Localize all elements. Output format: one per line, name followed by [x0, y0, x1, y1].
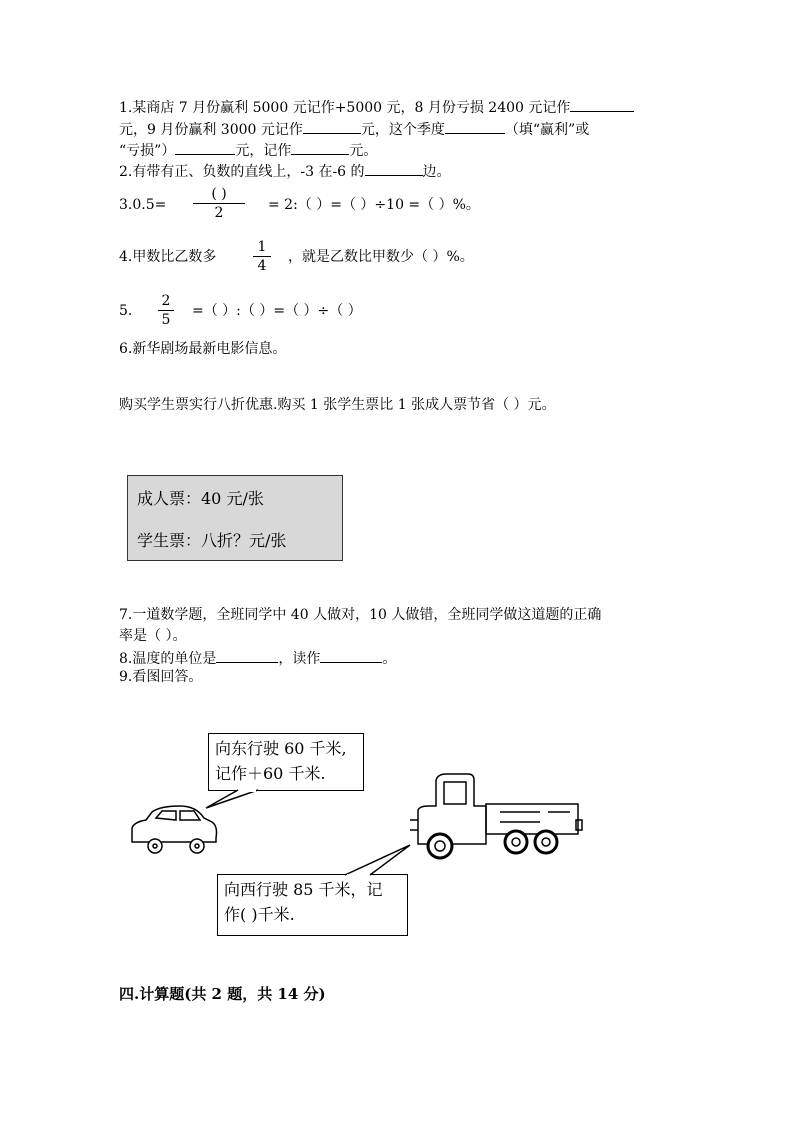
q3-frac-den: 2 — [214, 205, 224, 221]
q5-frac-bar — [158, 310, 174, 311]
q5-frac-den: 5 — [161, 312, 171, 328]
q9-title: 9.看图回答。 — [119, 669, 203, 685]
q3-fraction — [193, 186, 245, 221]
q4-frac-bar — [253, 256, 271, 257]
q1-blank-5[interactable] — [291, 140, 349, 155]
east-speech-bubble — [208, 733, 364, 791]
q4-rest: ，就是乙数比甲数少（ ）%。 — [288, 249, 474, 265]
q8-text: 8.温度的单位是 — [119, 651, 217, 667]
truck-icon — [410, 774, 582, 858]
q5-frac-num: 2 — [161, 293, 171, 309]
q6-title: 6.新华剧场最新电影信息。 — [119, 341, 287, 357]
q5-rest: =（ ）:（ ）=（ ）÷（ ） — [192, 303, 362, 319]
west-bubble-tail — [345, 845, 410, 875]
q2-text: 2.有带有正、负数的直线上，-3 在-6 的 — [119, 164, 365, 180]
q8-line — [119, 648, 396, 668]
q5-fraction — [158, 293, 174, 328]
q7-line2: 率是（ ）。 — [119, 628, 187, 644]
q8-blank-2[interactable] — [320, 648, 382, 663]
car-icon — [132, 806, 217, 853]
q1-text-2b: 元，这个季度 — [360, 122, 445, 138]
section4-title: 四.计算题(共 2 题，共 14 分) — [119, 985, 326, 1003]
q1-line1 — [119, 97, 634, 117]
q3-rest: = 2:（ ）=（ ）÷10 =（ ）%。 — [268, 197, 480, 213]
q2-line — [119, 161, 451, 181]
q1-text-3c: 元。 — [349, 143, 378, 159]
q1-blank-4[interactable] — [175, 140, 235, 155]
q1-line2 — [119, 119, 589, 139]
q5-prefix: 5. — [119, 303, 133, 319]
q1-blank-2[interactable] — [303, 119, 361, 134]
q6-question: 购买学生票实行八折优惠.购买 1 张学生票比 1 张成人票节省（ ）元。 — [119, 397, 556, 413]
west-speech-bubble — [217, 874, 408, 936]
q1-text-2c: （填“赢利”或 — [504, 122, 590, 138]
q2-tail: 边。 — [422, 164, 451, 180]
q3-prefix: 3.0.5= — [119, 197, 167, 213]
east-bubble-tail — [206, 790, 258, 808]
east-bubble-line1: 向东行驶 60 千米, — [215, 739, 347, 758]
q8-blank-1[interactable] — [216, 648, 278, 663]
q1-line3 — [119, 140, 377, 160]
q1-blank-1[interactable] — [570, 97, 634, 112]
q2-blank[interactable] — [365, 161, 423, 176]
q8-tail: 。 — [382, 651, 397, 667]
q3-frac-num: ( ) — [211, 186, 227, 202]
ticket-info-box — [127, 475, 343, 561]
adult-ticket-price: 成人票：40 元/张 — [137, 489, 264, 508]
west-bubble-line1: 向西行驶 85 千米，记 — [224, 880, 383, 899]
q4-frac-den: 4 — [257, 258, 267, 274]
q3-frac-bar — [193, 203, 245, 204]
q1-text-3a: “亏损”） — [119, 143, 176, 159]
q4-fraction — [253, 239, 271, 274]
student-ticket-price: 学生票：八折？元/张 — [137, 531, 287, 550]
q4-frac-num: 1 — [257, 239, 267, 255]
q1-text-3b: 元，记作 — [235, 143, 292, 159]
west-bubble-line2: 作( )千米. — [224, 905, 295, 924]
q7-line1: 7.一道数学题，全班同学中 40 人做对，10 人做错，全班同学做这道题的正确 — [119, 607, 602, 623]
q1-text-2a: 元，9 月份赢利 3000 元记作 — [119, 122, 303, 138]
q4-prefix: 4.甲数比乙数多 — [119, 249, 217, 265]
q1-text-1: 1.某商店 7 月份赢利 5000 元记作+5000 元，8 月份亏损 2400 元记作 — [119, 100, 571, 116]
east-bubble-line2: 记作＋60 千米. — [215, 764, 326, 783]
q1-blank-3[interactable] — [445, 119, 505, 134]
q8-mid: ，读作 — [278, 651, 321, 667]
